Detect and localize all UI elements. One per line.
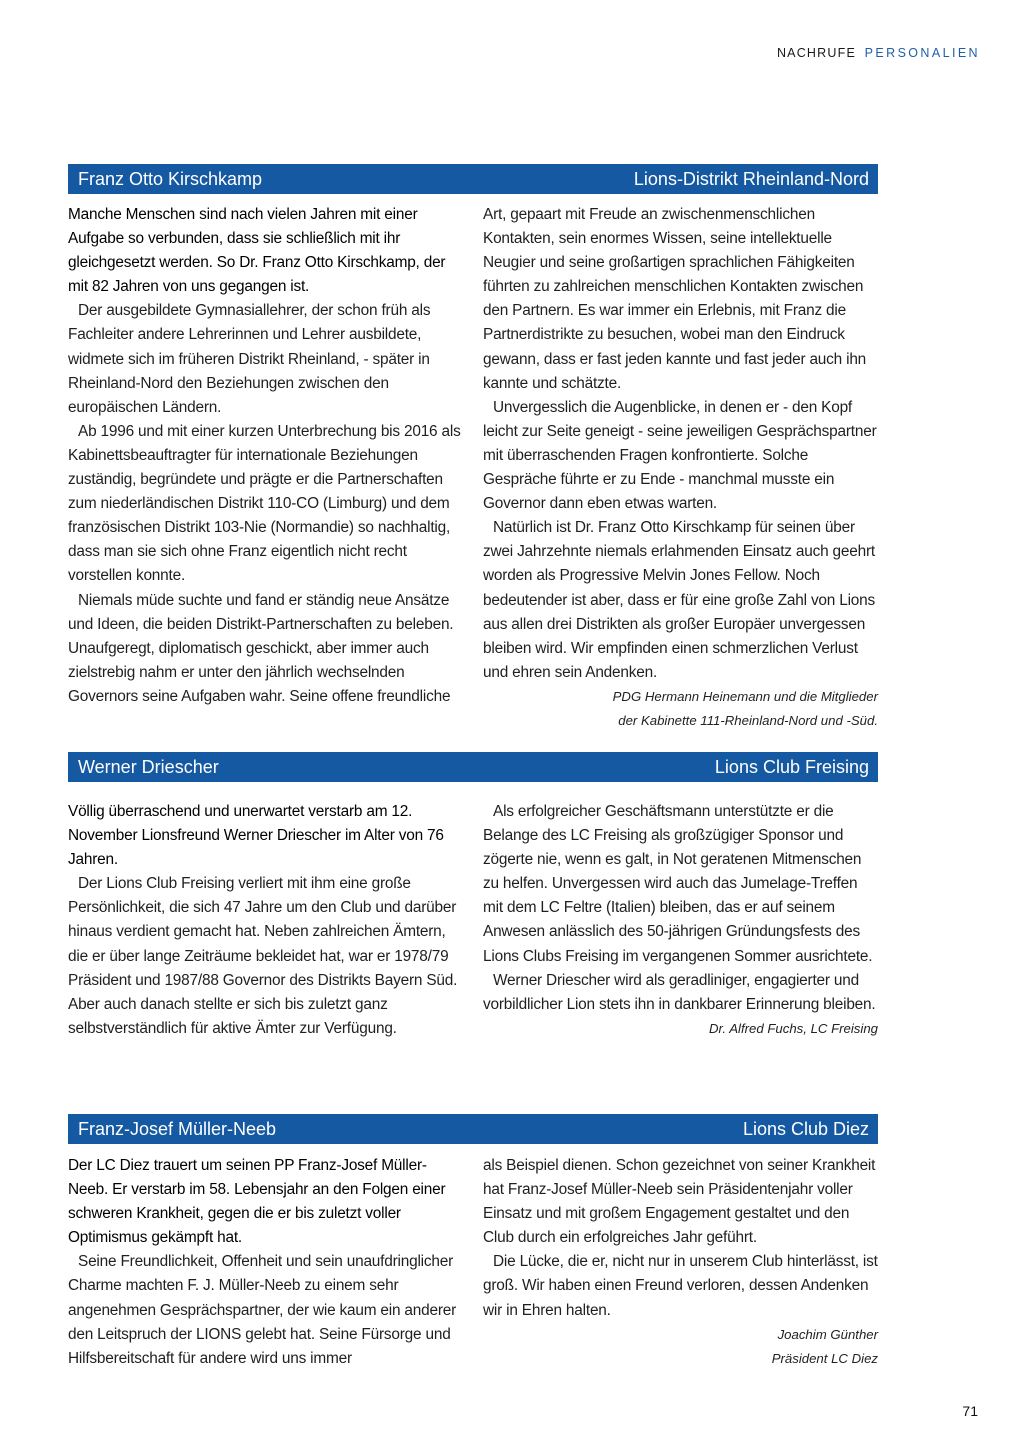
signature-line: Dr. Alfred Fuchs, LC Freising — [708, 1020, 878, 1036]
obituary-club: Lions Club Diez — [742, 1118, 869, 1139]
body-paragraph: Art, gepaart mit Freude an zwischenmenschlichen Kontakten, sein enormes Wissen, seine intellektuelle Neugier und seine großartigen sprachlichen Fähigkeiten führten zu zahlreichen menschlichen Kontakten zwischen den Partnern. Es war immer ein Erlebnis, mit Franz die Partnerdistrikte zu besuchen, wobei man den Eindruck gewann, dass er fast jeden kannte und fast jeder auch ihn kannte und schätzte. — [483, 206, 867, 392]
signature-line: Joachim Günther — [777, 1326, 878, 1342]
signature — [483, 685, 878, 733]
body-paragraph: Die Lücke, die er, nicht nur in unserem Club hinterlässt, ist groß. Wir haben einen Freund verloren, dessen Andenken wir in Ehren halten. — [483, 1253, 878, 1319]
obituary-mueller-neeb — [68, 1114, 878, 1371]
signature-line: Präsident LC Diez — [771, 1350, 878, 1366]
section-label: NACHRUFE — [776, 46, 856, 60]
body-paragraph: Der Lions Club Freising verliert mit ihm eine große Persönlichkeit, die sich 47 Jahre um den Club und darüber hinaus verdient gemacht hat. Neben zahlreichen Ämtern, die er über lange Zeiträume bekleidet hat, war er 1978/79 Präsident und 1987/88 Governor des Distrikts Bayern Süd. Aber auch danach stellte er sich bis zuletzt ganz selbstverständlich für aktive Ämter zur Verfügung. — [68, 875, 458, 1037]
page-number: 71 — [962, 1403, 978, 1419]
obituary-header — [68, 1114, 878, 1144]
obituary-name: Franz-Josef Müller-Neeb — [78, 1118, 277, 1139]
obituary-kirschkamp — [68, 164, 878, 733]
body-paragraph: Niemals müde suchte und fand er ständig neue Ansätze und Ideen, die beiden Distrikt-Partnerschaften zu beleben. Unaufgeregt, diplomatisch geschickt, aber immer auch zielstrebig nahm er unter den jährlich wechselnden Governors seine Aufgaben wahr. Seine offene freundliche — [68, 591, 454, 705]
body-paragraph: Als erfolgreicher Geschäftsmann unterstützte er die Belange des LC Freising als großzügiger Sponsor und zögerte nie, wenn es galt, in Not geratenen Mitmenschen zu helfen. Unvergessen wird auch das Jumelage-Treffen mit dem LC Feltre (Italien) bleiben, das er auf seinem Anwesen anlässlich des 50-jährigen Gründungsfests des Lions Clubs Freising im vergangenen Sommer ausrichtete. — [483, 803, 873, 965]
signature — [483, 1323, 878, 1371]
signature — [483, 1017, 878, 1041]
signature-line: PDG Hermann Heinemann und die Mitglieder — [612, 688, 878, 704]
obituary-driescher — [68, 752, 878, 1041]
obituary-club: Lions-Distrikt Rheinland-Nord — [633, 168, 869, 189]
obituary-name: Franz Otto Kirschkamp — [78, 168, 263, 189]
obituary-header — [68, 752, 878, 782]
running-head — [777, 46, 980, 60]
body-paragraph: Seine Freundlichkeit, Offenheit und sein unaufdringlicher Charme machten F. J. Müller-Neeb zu einem sehr angenehmen Gesprächspartner, der wie kaum ein anderer den Leitspruch der LIONS gelebt hat. Seine Fürsorge und Hilfsbereitschaft für andere wird uns immer — [68, 1253, 457, 1367]
obituary-header — [68, 164, 878, 194]
body-paragraph: Werner Driescher wird als geradliniger, engagierter und vorbildlicher Lion stets ihn in dankbarer Erinnerung bleiben. — [483, 971, 876, 1013]
obituary-club: Lions Club Freising — [714, 756, 869, 777]
lead-paragraph: Manche Menschen sind nach vielen Jahren mit einer Aufgabe so verbunden, dass sie schließlich mit ihr gleichgesetzt werden. So Dr. Franz Otto Kirschkamp, der mit 82 Jahren von uns gegangen ist. — [68, 206, 446, 296]
body-paragraph: Natürlich ist Dr. Franz Otto Kirschkamp für seinen über zwei Jahrzehnte niemals erlahmenden Einsatz auch geehrt worden als Progressive Melvin Jones Fellow. Noch bedeutender ist aber, dass er für eine große Zahl von Lions aus allen drei Distrikten als großer Europäer unvergessen bleiben wird. Wir empfinden einen schmerzlichen Verlust und ehren sein Andenken. — [483, 519, 876, 681]
body-paragraph: Der ausgebildete Gymnasiallehrer, der schon früh als Fachleiter andere Lehrerinnen und Lehrer ausbildete, widmete sich im früheren Distrikt Rheinland, - später in Rheinland-Nord den Beziehungen zwischen den europäischen Ländern. — [68, 302, 431, 416]
lead-paragraph: Völlig überraschend und unerwartet verstarb am 12. November Lionsfreund Werner Driescher im Alter von 76 Jahren. — [68, 803, 444, 869]
body-paragraph: Unvergesslich die Augenblicke, in denen er - den Kopf leicht zur Seite geneigt - seine jeweiligen Gesprächspartner mit überraschenden Fragen konfrontierte. Solche Gespräche führte er zu Ende - manchmal musste ein Governor dann eben etwas warten. — [483, 398, 877, 513]
category-label: PERSONALIEN — [864, 46, 980, 60]
body-paragraph: als Beispiel dienen. Schon gezeichnet von seiner Krankheit hat Franz-Josef Müller-Neeb sein Präsidentenjahr voller Einsatz und mit großem Engagement gestaltet und den Club durch ein erfolgreiches Jahr geführt. — [483, 1157, 876, 1247]
signature-line: der Kabinette 111-Rheinland-Nord und -Süd. — [618, 712, 878, 728]
lead-paragraph: Der LC Diez trauert um seinen PP Franz-Josef Müller-Neeb. Er verstarb im 58. Lebensjahr an den Folgen einer schweren Krankheit, gegen die er bis zuletzt voller Optimismus gekämpft hat. — [68, 1157, 446, 1247]
obituary-name: Werner Driescher — [78, 756, 219, 777]
body-paragraph: Ab 1996 und mit einer kurzen Unterbrechung bis 2016 als Kabinettsbeauftragter für internationale Beziehungen zuständig, begründete und prägte er die Partnerschaften zum niederländischen Distrikt 110-CO (Limburg) und dem französischen Distrikt 103-Nie (Normandie) so nachhaltig, dass man sie sich ohne Franz eigentlich nicht recht vorstellen konnte. — [68, 422, 461, 585]
